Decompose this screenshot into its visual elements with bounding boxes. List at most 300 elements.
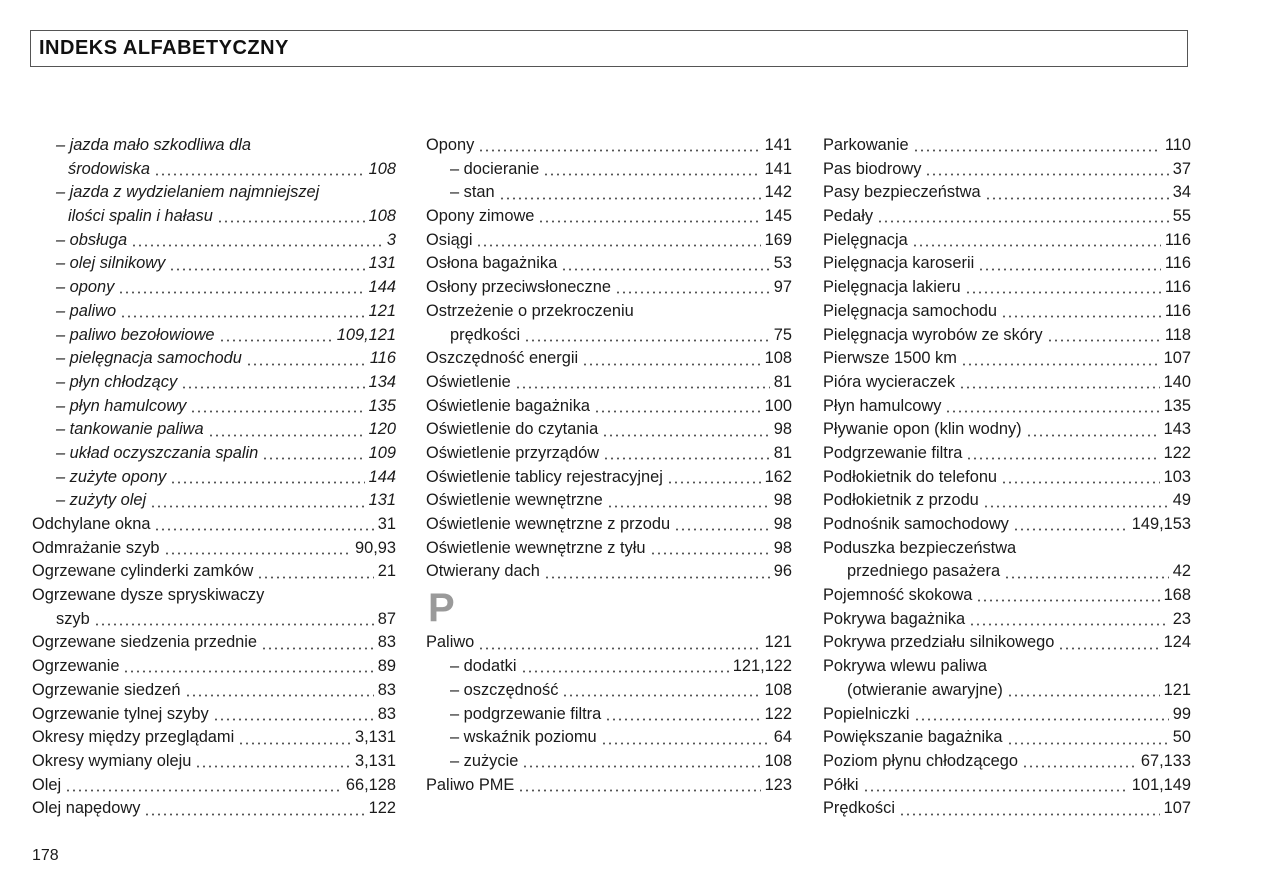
entry-term: Pokrywa wlewu paliwa xyxy=(823,657,987,676)
entry-term: prędkości xyxy=(450,325,521,344)
entry-page-ref: 96 xyxy=(773,562,792,581)
index-entry xyxy=(823,726,1191,750)
entry-term: Popielniczki xyxy=(823,704,910,723)
entry-term: – zużycie xyxy=(450,751,519,770)
dot-leader xyxy=(521,659,729,674)
dot-leader xyxy=(118,280,364,295)
index-entry xyxy=(32,347,396,371)
entry-page-ref: 149,153 xyxy=(1131,515,1191,533)
dot-leader xyxy=(899,802,1160,817)
entry-page-ref: 53 xyxy=(773,254,792,273)
dot-leader xyxy=(522,754,760,769)
index-entry xyxy=(823,750,1191,774)
entry-page-ref: 98 xyxy=(773,515,792,533)
entry-term: Poziom płynu chłodzącego xyxy=(823,751,1018,770)
entry-term: Poduszka bezpieczeństwa xyxy=(823,538,1017,557)
entry-term: Ogrzewane siedzenia przednie xyxy=(32,633,258,652)
entry-term: Opony xyxy=(426,136,475,154)
index-entry xyxy=(426,774,792,798)
index-entry xyxy=(32,703,396,727)
entry-term: – oszczędność xyxy=(450,680,559,699)
entry-term: środowiska xyxy=(68,159,150,178)
index-entry xyxy=(32,134,396,158)
entry-term: Pokrywa przedziału silnikowego xyxy=(823,633,1055,652)
entry-page-ref: 116 xyxy=(1164,278,1191,297)
index-entry xyxy=(426,418,792,442)
index-entry xyxy=(32,205,396,229)
index-entry xyxy=(823,703,1191,727)
dot-leader xyxy=(499,186,761,201)
index-entry xyxy=(32,537,396,561)
index-entry xyxy=(823,774,1191,798)
index-entry xyxy=(32,276,396,300)
index-entry xyxy=(426,134,792,158)
index-entry xyxy=(823,229,1191,253)
entry-page-ref: 131 xyxy=(368,491,396,510)
dot-leader xyxy=(650,541,770,556)
index-entry xyxy=(32,418,396,442)
index-entry xyxy=(32,797,396,821)
entry-term: ilości spalin i hałasu xyxy=(68,207,213,226)
index-entry xyxy=(823,797,1191,821)
entry-page-ref: 108 xyxy=(368,207,396,226)
entry-page-ref: 37 xyxy=(1172,159,1191,178)
entry-page-ref: 90,93 xyxy=(354,538,396,557)
dot-leader xyxy=(945,399,1159,414)
entry-page-ref: 64 xyxy=(773,728,792,747)
dot-leader xyxy=(123,659,373,674)
entry-term: Pas biodrowy xyxy=(823,159,922,178)
dot-leader xyxy=(912,233,1161,248)
entry-page-ref: 101,149 xyxy=(1131,775,1191,794)
index-entry xyxy=(32,679,396,703)
dot-leader xyxy=(181,375,364,390)
entry-term: Oświetlenie tablicy rejestracyjnej xyxy=(426,467,663,486)
entry-term: Pojemność skokowa xyxy=(823,586,973,605)
dot-leader xyxy=(515,375,770,390)
dot-leader xyxy=(667,470,761,485)
dot-leader xyxy=(1004,565,1169,580)
entry-term: Paliwo PME xyxy=(426,775,515,794)
entry-page-ref: 49 xyxy=(1172,491,1191,510)
dot-leader xyxy=(246,352,366,367)
index-entry xyxy=(823,537,1191,561)
entry-page-ref: 142 xyxy=(764,183,792,202)
entry-term: – jazda mało szkodliwa dla xyxy=(56,136,251,154)
entry-page-ref: 141 xyxy=(764,136,792,154)
dot-leader xyxy=(582,352,760,367)
index-entry xyxy=(426,726,792,750)
entry-term: Osłony przeciwsłoneczne xyxy=(426,278,611,297)
dot-leader xyxy=(120,304,365,319)
entry-page-ref: 87 xyxy=(377,609,396,628)
index-entry xyxy=(426,466,792,490)
entry-term: Olej napędowy xyxy=(32,799,141,818)
entry-page-ref: 122 xyxy=(368,799,396,818)
entry-term: – paliwo xyxy=(56,301,117,320)
dot-leader xyxy=(217,209,365,224)
dot-leader xyxy=(154,517,373,532)
dot-leader xyxy=(603,446,770,461)
index-entry xyxy=(32,726,396,750)
entry-page-ref: 31 xyxy=(377,515,396,533)
index-entry xyxy=(426,181,792,205)
entry-page-ref: 144 xyxy=(368,278,396,297)
index-entry xyxy=(823,631,1191,655)
entry-term: Płyn hamulcowy xyxy=(823,396,942,415)
index-entry xyxy=(823,513,1191,537)
index-entry xyxy=(823,466,1191,490)
dot-leader xyxy=(169,257,364,272)
dot-leader xyxy=(478,636,760,651)
dot-leader xyxy=(605,707,760,722)
entry-page-ref: 3,131 xyxy=(354,728,396,747)
entry-page-ref: 123 xyxy=(764,775,792,794)
entry-page-ref: 55 xyxy=(1172,207,1191,226)
dot-leader xyxy=(925,162,1168,177)
entry-term: szyb xyxy=(56,609,90,628)
letter-heading-text: P xyxy=(428,586,455,631)
index-entry xyxy=(823,371,1191,395)
entry-term: – olej silnikowy xyxy=(56,254,166,273)
index-entry xyxy=(426,347,792,371)
index-entry xyxy=(426,395,792,419)
index-entry xyxy=(823,347,1191,371)
entry-term: Pielęgnacja karoserii xyxy=(823,254,975,273)
dot-leader xyxy=(863,778,1128,793)
dot-leader xyxy=(94,612,374,627)
index-entry xyxy=(32,229,396,253)
dot-leader xyxy=(1001,470,1160,485)
index-entry xyxy=(823,442,1191,466)
entry-term: Oświetlenie bagażnika xyxy=(426,396,591,415)
entry-term: Ogrzewane cylinderki zamków xyxy=(32,562,254,581)
dot-leader xyxy=(969,612,1169,627)
entry-page-ref: 144 xyxy=(368,467,396,486)
dot-leader xyxy=(1026,423,1160,438)
dot-leader xyxy=(1001,304,1161,319)
entry-page-ref: 83 xyxy=(377,704,396,723)
index-entry xyxy=(32,300,396,324)
entry-page-ref: 103 xyxy=(1163,467,1191,486)
dot-leader xyxy=(65,778,342,793)
entry-term: Pokrywa bagażnika xyxy=(823,609,966,628)
entry-page-ref: 67,133 xyxy=(1140,751,1191,770)
index-entry xyxy=(823,655,1191,679)
entry-page-ref: 141 xyxy=(764,159,792,178)
entry-term: Ogrzewane dysze spryskiwaczy xyxy=(32,586,265,605)
entry-page-ref: 168 xyxy=(1163,586,1191,605)
index-entry xyxy=(32,608,396,632)
dot-leader xyxy=(164,541,351,556)
dot-leader xyxy=(966,446,1159,461)
entry-term: Oświetlenie do czytania xyxy=(426,420,599,439)
index-entry xyxy=(32,252,396,276)
entry-term: – układ oczyszczania spalin xyxy=(56,443,259,462)
index-entry xyxy=(426,489,792,513)
entry-term: Podgrzewanie filtra xyxy=(823,443,963,462)
entry-page-ref: 50 xyxy=(1172,728,1191,747)
dot-leader xyxy=(538,209,760,224)
index-entry xyxy=(32,774,396,798)
dot-leader xyxy=(543,162,760,177)
letter-heading xyxy=(426,584,792,631)
section-header xyxy=(30,30,1188,67)
index-entry xyxy=(426,442,792,466)
entry-term: Ostrzeżenie o przekroczeniu xyxy=(426,301,634,320)
dot-leader xyxy=(959,375,1160,390)
entry-page-ref: 109 xyxy=(368,443,396,462)
index-entry xyxy=(426,679,792,703)
dot-leader xyxy=(1058,636,1159,651)
entry-page-ref: 121 xyxy=(368,301,396,320)
dot-leader xyxy=(562,683,760,698)
entry-term: – zużyte opony xyxy=(56,467,167,486)
entry-page-ref: 116 xyxy=(1164,301,1191,320)
entry-term: – dodatki xyxy=(450,657,517,676)
entry-page-ref: 108 xyxy=(764,680,792,699)
dot-leader xyxy=(674,517,770,532)
dot-leader xyxy=(961,352,1160,367)
index-entry xyxy=(426,324,792,348)
entry-term: – pielęgnacja samochodu xyxy=(56,349,242,368)
entry-term: Odchylane okna xyxy=(32,515,151,533)
entry-page-ref: 135 xyxy=(1163,396,1191,415)
index-entry xyxy=(426,252,792,276)
entry-term: – wskaźnik poziomu xyxy=(450,728,597,747)
dot-leader xyxy=(985,186,1169,201)
index-entry xyxy=(823,252,1191,276)
entry-page-ref: 42 xyxy=(1172,562,1191,581)
entry-term: Oświetlenie przyrządów xyxy=(426,443,600,462)
index-entry xyxy=(426,205,792,229)
index-entry xyxy=(426,300,792,324)
entry-term: Oświetlenie wewnętrzne xyxy=(426,491,603,510)
dot-leader xyxy=(154,162,365,177)
dot-leader xyxy=(213,707,374,722)
entry-page-ref: 124 xyxy=(1163,633,1191,652)
entry-term: – opony xyxy=(56,278,115,297)
index-entry xyxy=(823,418,1191,442)
index-entry xyxy=(32,466,396,490)
entry-term: – obsługa xyxy=(56,230,128,249)
entry-page-ref: 110 xyxy=(1164,136,1191,154)
dot-leader xyxy=(1013,517,1128,532)
entry-term: Podnośnik samochodowy xyxy=(823,515,1009,533)
entry-term: Ogrzewanie tylnej szyby xyxy=(32,704,209,723)
entry-page-ref: 98 xyxy=(773,538,792,557)
index-entry xyxy=(426,513,792,537)
entry-page-ref: 118 xyxy=(1164,325,1191,344)
dot-leader xyxy=(190,399,364,414)
entry-page-ref: 81 xyxy=(773,372,792,391)
dot-leader xyxy=(615,280,770,295)
index-entry xyxy=(32,584,396,608)
entry-page-ref: 121,122 xyxy=(732,657,792,676)
index-entry xyxy=(823,679,1191,703)
dot-leader xyxy=(544,565,770,580)
entry-term: Otwierany dach xyxy=(426,562,540,581)
entry-term: – tankowanie paliwa xyxy=(56,420,204,439)
dot-leader xyxy=(219,328,333,343)
entry-page-ref: 116 xyxy=(369,349,396,368)
dot-leader xyxy=(238,731,351,746)
index-entry xyxy=(823,395,1191,419)
entry-page-ref: 120 xyxy=(368,420,396,439)
dot-leader xyxy=(1047,328,1161,343)
entry-term: Ogrzewanie xyxy=(32,657,120,676)
entry-term: – paliwo bezołowiowe xyxy=(56,325,215,344)
entry-page-ref: 116 xyxy=(1164,254,1191,273)
index-entry xyxy=(823,584,1191,608)
dot-leader xyxy=(983,494,1169,509)
page-number: 178 xyxy=(32,847,59,864)
entry-term: Paliwo xyxy=(426,633,475,652)
entry-term: Pierwsze 1500 km xyxy=(823,349,957,368)
dot-leader xyxy=(185,683,374,698)
entry-term: – jazda z wydzielaniem najmniejszej xyxy=(56,183,320,202)
entry-term: Okresy między przeglądami xyxy=(32,728,235,747)
entry-term: Odmrażanie szyb xyxy=(32,538,160,557)
entry-term: Opony zimowe xyxy=(426,207,535,226)
entry-term: Okresy wymiany oleju xyxy=(32,751,192,770)
entry-page-ref: 121 xyxy=(1163,680,1191,699)
index-entry xyxy=(32,442,396,466)
dot-leader xyxy=(976,588,1159,603)
dot-leader xyxy=(594,399,761,414)
dot-leader xyxy=(144,802,364,817)
dot-leader xyxy=(1007,683,1160,698)
entry-term: Olej xyxy=(32,775,62,794)
entry-term: Osiągi xyxy=(426,230,473,249)
entry-page-ref: 34 xyxy=(1172,183,1191,202)
dot-leader xyxy=(913,138,1161,153)
dot-leader xyxy=(257,565,373,580)
dot-leader xyxy=(914,707,1169,722)
index-entry xyxy=(32,750,396,774)
entry-page-ref: 83 xyxy=(377,633,396,652)
index-entry xyxy=(32,631,396,655)
entry-page-ref: 75 xyxy=(773,325,792,344)
dot-leader xyxy=(1007,731,1169,746)
entry-term: Oszczędność energii xyxy=(426,349,579,368)
index-entry xyxy=(823,158,1191,182)
entry-page-ref: 162 xyxy=(764,467,792,486)
entry-page-ref: 66,128 xyxy=(345,775,396,794)
dot-leader xyxy=(478,138,760,153)
entry-page-ref: 122 xyxy=(764,704,792,723)
index-entry xyxy=(426,750,792,774)
entry-term: Pielęgnacja samochodu xyxy=(823,301,998,320)
entry-term: Pływanie opon (klin wodny) xyxy=(823,420,1022,439)
entry-term: Parkowanie xyxy=(823,136,909,154)
dot-leader xyxy=(1022,754,1137,769)
dot-leader xyxy=(195,754,351,769)
index-entry xyxy=(32,513,396,537)
entry-term: przedniego pasażera xyxy=(847,562,1001,581)
entry-page-ref: 116 xyxy=(1164,230,1191,249)
index-entry xyxy=(823,181,1191,205)
entry-term: Oświetlenie wewnętrzne z tyłu xyxy=(426,538,646,557)
index-column-1 xyxy=(32,134,396,821)
entry-term: – podgrzewanie filtra xyxy=(450,704,602,723)
entry-term: Pielęgnacja xyxy=(823,230,908,249)
entry-term: (otwieranie awaryjne) xyxy=(847,680,1003,699)
entry-term: Powiększanie bagażnika xyxy=(823,728,1003,747)
entry-page-ref: 100 xyxy=(764,396,792,415)
entry-page-ref: 83 xyxy=(377,680,396,699)
entry-term: – płyn hamulcowy xyxy=(56,396,187,415)
dot-leader xyxy=(524,328,770,343)
entry-page-ref: 3 xyxy=(386,230,396,249)
section-title: INDEKS ALFABETYCZNY xyxy=(39,37,289,59)
index-column-2 xyxy=(426,134,792,797)
entry-term: Pedały xyxy=(823,207,874,226)
entry-page-ref: 169 xyxy=(764,230,792,249)
index-entry xyxy=(823,489,1191,513)
dot-leader xyxy=(518,778,760,793)
entry-term: Ogrzewanie siedzeń xyxy=(32,680,181,699)
entry-page-ref: 81 xyxy=(773,443,792,462)
dot-leader xyxy=(476,233,760,248)
entry-page-ref: 135 xyxy=(368,396,396,415)
entry-page-ref: 89 xyxy=(377,657,396,676)
entry-term: – stan xyxy=(450,183,495,202)
index-entry xyxy=(426,158,792,182)
entry-page-ref: 98 xyxy=(773,491,792,510)
dot-leader xyxy=(877,209,1169,224)
index-entry xyxy=(32,181,396,205)
entry-term: Podłokietnik z przodu xyxy=(823,491,979,510)
index-entry xyxy=(32,655,396,679)
dot-leader xyxy=(170,470,364,485)
entry-page-ref: 108 xyxy=(764,349,792,368)
entry-page-ref: 134 xyxy=(368,372,396,391)
entry-page-ref: 131 xyxy=(368,254,396,273)
index-entry xyxy=(823,205,1191,229)
entry-page-ref: 109,121 xyxy=(336,325,396,344)
index-entry xyxy=(426,655,792,679)
entry-term: – płyn chłodzący xyxy=(56,372,178,391)
dot-leader xyxy=(131,233,383,248)
index-entry xyxy=(426,703,792,727)
entry-term: Oświetlenie wewnętrzne z przodu xyxy=(426,515,671,533)
index-entry xyxy=(32,395,396,419)
index-entry xyxy=(426,631,792,655)
dot-leader xyxy=(261,636,374,651)
entry-term: Półki xyxy=(823,775,859,794)
entry-term: Pielęgnacja wyrobów ze skóry xyxy=(823,325,1043,344)
index-entry xyxy=(823,324,1191,348)
dot-leader xyxy=(150,494,364,509)
index-entry xyxy=(32,371,396,395)
entry-page-ref: 98 xyxy=(773,420,792,439)
index-entry xyxy=(823,300,1191,324)
entry-page-ref: 143 xyxy=(1163,420,1191,439)
entry-page-ref: 107 xyxy=(1163,799,1191,818)
dot-leader xyxy=(561,257,770,272)
index-entry xyxy=(426,560,792,584)
entry-page-ref: 23 xyxy=(1172,609,1191,628)
entry-page-ref: 97 xyxy=(773,278,792,297)
entry-page-ref: 121 xyxy=(764,633,792,652)
entry-page-ref: 108 xyxy=(368,159,396,178)
index-entry xyxy=(823,560,1191,584)
entry-term: Osłona bagażnika xyxy=(426,254,558,273)
index-entry xyxy=(426,537,792,561)
entry-page-ref: 3,131 xyxy=(354,751,396,770)
entry-term: – zużyty olej xyxy=(56,491,147,510)
